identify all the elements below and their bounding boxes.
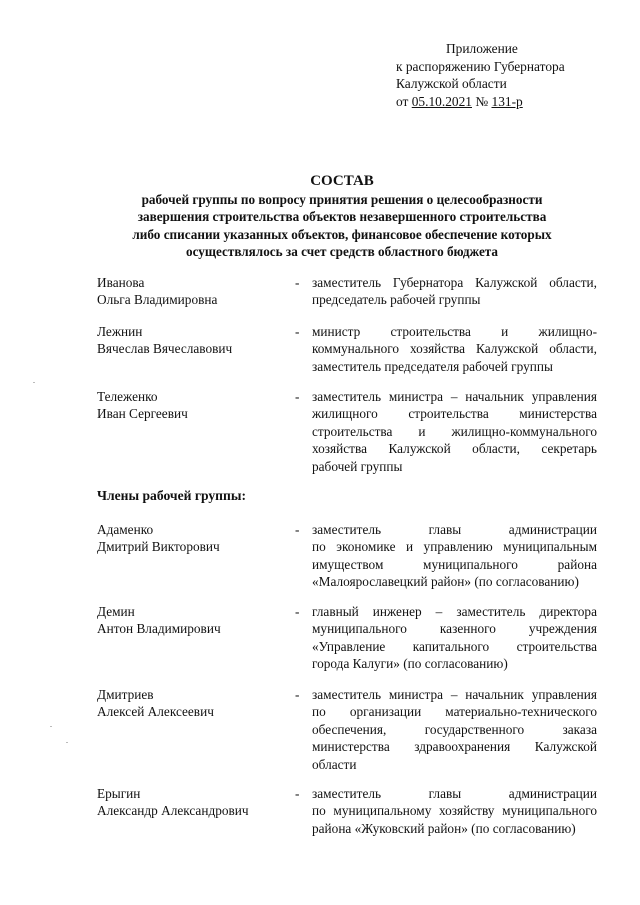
member-name [97,603,287,638]
role-line: хозяйства Калужской области, секретарь [312,441,597,457]
number-sign: № [475,93,489,109]
member-surname: Ерыгин [97,786,141,801]
role-line: муниципального казенного учреждения [312,621,597,637]
member-given-name: Александр Александрович [97,803,249,819]
separator-dash: - [295,275,300,290]
order-number: 131-р [491,93,523,109]
member-name [97,521,287,556]
separator-dash: - [295,522,300,537]
title-main: СОСТАВ [310,173,374,189]
role-line: обеспечения, государственного заказа [312,721,597,737]
role-line: строительства и жилищно-коммунального [312,423,597,439]
member-surname: Лежнин [97,324,143,339]
role-line: заместитель главы администрации [312,786,597,801]
role-line: заместитель председателя рабочей группы [312,358,553,374]
separator-dash: - [295,786,300,801]
appendix-region: Калужской области [396,76,507,92]
member-given-name: Алексей Алексеевич [97,704,214,720]
title-line: осуществлялось за счет средств областного бюджета [185,243,499,259]
separator-dash: - [295,604,300,619]
role-line: района «Жуковский район» (по согласованию) [312,820,576,836]
order-date: 05.10.2021 [411,93,472,109]
scan-speck [33,382,35,383]
role-line: заместитель Губернатора Калужской области, [312,275,597,290]
member-given-name: Вячеслав Вячеславович [97,341,233,357]
separator-dash: - [295,324,300,339]
member-name [97,323,287,358]
member-name [97,686,287,721]
role-line: заместитель министра – начальник управления [312,687,597,702]
title-line: либо списании указанных объектов, финансовое обеспечение которых [132,226,552,242]
role-line: министр строительства и жилищно- [312,324,597,339]
role-line: имуществом муниципального района [312,556,597,572]
separator-dash: - [295,389,300,404]
member-role [312,323,597,375]
scan-speck [50,726,52,727]
member-role [312,686,597,773]
role-line: «Управление капитального строительства [312,638,597,654]
member-role [312,603,597,673]
member-surname: Демин [97,604,135,619]
member-role [312,521,597,591]
title-line: рабочей группы по вопросу принятия решения о целесообразности [141,192,543,207]
appendix-block [396,40,565,110]
role-line: заместитель министра – начальник управления [312,389,597,404]
role-line: по экономике и управлению муниципальным [312,539,597,555]
member-surname: Адаменко [97,522,154,537]
member-given-name: Антон Владимирович [97,621,221,637]
appendix-order: к распоряжению Губернатора [396,58,565,74]
role-line: председатель рабочей группы [312,292,481,308]
member-given-name: Дмитрий Викторович [97,539,220,555]
role-line: города Калуги» (по согласованию) [312,656,508,672]
member-surname: Дмитриев [97,687,154,702]
member-name [97,785,287,820]
role-line: «Малоярославецкий район» (по согласованию) [312,574,579,590]
role-line: жилищного строительства министерства [312,406,597,422]
appendix-label: Приложение [446,41,518,56]
member-name [97,274,287,309]
role-line: заместитель главы администрации [312,522,597,537]
member-role [312,388,597,475]
title-line: завершения строительства объектов незавершенного строительства [137,209,547,225]
role-line: коммунального хозяйства Калужской области, [312,341,597,357]
member-surname: Иванова [97,275,145,290]
member-surname: Тележенко [97,389,158,404]
members-heading: Члены рабочей группы: [97,488,246,503]
role-line: министерства здравоохранения Калужской [312,739,597,755]
separator-dash: - [295,687,300,702]
role-line: рабочей группы [312,458,403,474]
member-name [97,388,287,423]
appendix-date-line [396,93,565,111]
date-prefix: от [396,93,409,109]
role-line: главный инженер – заместитель директора [312,604,597,619]
document-title [100,172,584,260]
role-line: области [312,756,357,772]
member-role [312,785,597,837]
member-role [312,274,597,309]
member-given-name: Иван Сергеевич [97,406,188,422]
role-line: по организации материально-технического [312,704,597,720]
scan-speck [66,742,68,743]
role-line: по муниципальному хозяйству муниципального [312,803,597,819]
member-given-name: Ольга Владимировна [97,292,218,308]
